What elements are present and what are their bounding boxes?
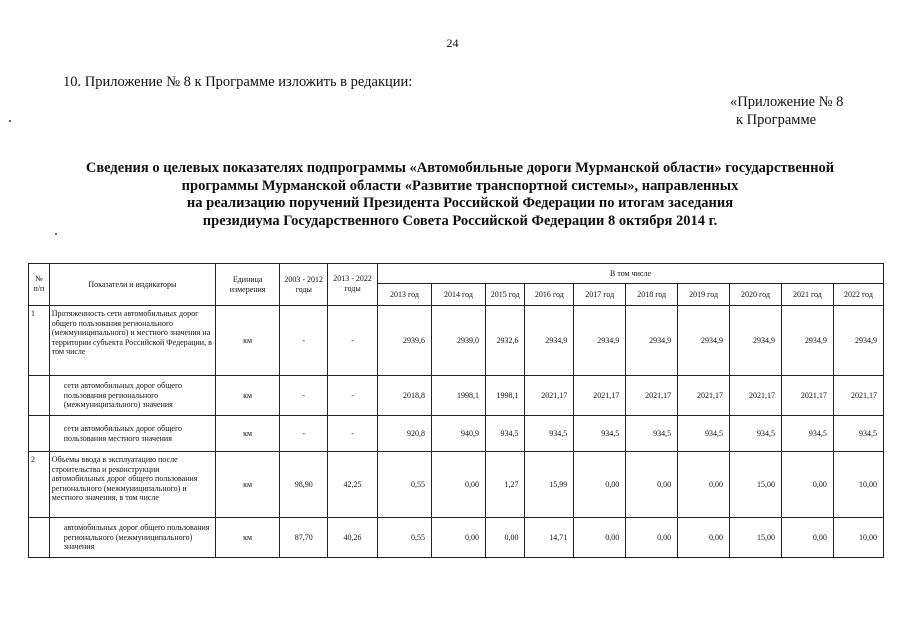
appendix-reference [700,93,850,129]
table-row [29,518,884,558]
heading-line: программы Мурманской области «Развитие транспортной системы», направленных [181,177,739,194]
header-name: Показатели и индикаторы [49,264,215,306]
header-period-2013-2022: 2013 - 2022 годы [328,264,378,306]
year-value: 0,00 [626,452,678,518]
appendix-line-2: к Программе [736,112,817,128]
year-value: 2939,6 [377,306,431,376]
year-value: 2934,9 [781,306,833,376]
year-value: 934,5 [833,416,883,452]
year-value: 934,5 [678,416,730,452]
year-value: 2021,17 [525,376,574,416]
header-year: 2014 год [431,284,485,306]
header-year: 2019 год [678,284,730,306]
row-number [29,416,50,452]
year-value: 1998,1 [485,376,524,416]
year-value: 2934,9 [678,306,730,376]
year-value: 0,55 [377,452,431,518]
period-2003-2012-value: - [280,306,328,376]
year-value: 0,00 [574,518,626,558]
period-2013-2022-value: 40,26 [328,518,378,558]
year-value: 10,00 [833,518,883,558]
year-value: 2932,6 [485,306,524,376]
year-value: 934,5 [574,416,626,452]
year-value: 1,27 [485,452,524,518]
year-value: 2021,17 [678,376,730,416]
table-row [29,452,884,518]
year-value: 2021,17 [574,376,626,416]
year-value: 2021,17 [833,376,883,416]
year-value: 0,00 [574,452,626,518]
header-year: 2015 год [485,284,524,306]
year-value: 0,00 [626,518,678,558]
year-value: 10,00 [833,452,883,518]
table-row [29,376,884,416]
header-year: 2020 год [730,284,782,306]
scan-speck [55,233,57,235]
header-unit: Единица измерения [215,264,279,306]
header-year: 2016 год [525,284,574,306]
period-2013-2022-value: 42,25 [328,452,378,518]
period-2003-2012-value: 98,90 [280,452,328,518]
indicator-name: автомобильных дорог общего пользования регионального (межмуниципального) значения [49,518,215,558]
year-value: 0,00 [485,518,524,558]
year-value: 0,55 [377,518,431,558]
header-year: 2017 год [574,284,626,306]
period-2003-2012-value: 87,70 [280,518,328,558]
indicator-name: сети автомобильных дорог общего пользования регионального (межмуниципального) значения [49,376,215,416]
header-year: 2021 год [781,284,833,306]
year-value: 940,9 [431,416,485,452]
unit-cell: км [215,518,279,558]
row-number [29,376,50,416]
year-value: 2939,0 [431,306,485,376]
year-value: 0,00 [431,452,485,518]
document-heading [40,160,880,230]
year-value: 0,00 [781,518,833,558]
page-number: 24 [446,36,459,50]
heading-line: Сведения о целевых показателях подпрограммы «Автомобильные дороги Мурманской области» государственной [85,160,835,176]
table-row [29,416,884,452]
year-value: 15,99 [525,452,574,518]
year-value: 920,8 [377,416,431,452]
header-group-including: В том числе [377,264,883,284]
year-value: 0,00 [678,518,730,558]
indicator-name: сети автомобильных дорог общего пользования местного значения [49,416,215,452]
year-value: 2934,9 [626,306,678,376]
period-2013-2022-value: - [328,416,378,452]
year-value: 0,00 [781,452,833,518]
table-row [29,306,884,376]
year-value: 934,5 [781,416,833,452]
year-value: 2021,17 [781,376,833,416]
unit-cell: км [215,416,279,452]
appendix-line-1: «Приложение № 8 [730,94,844,110]
year-value: 934,5 [626,416,678,452]
header-period-2003-2012: 2003 - 2012 годы [280,264,328,306]
indicator-name: Объемы ввода в эксплуатацию после строительства и реконструкции автомобильных дорог общего пользования регионального (межмуниципального) и местного значения, в том числе [49,452,215,518]
intro-paragraph: 10. Приложение № 8 к Программе изложить в редакции: [63,74,413,90]
year-value: 934,5 [525,416,574,452]
year-value: 2018,8 [377,376,431,416]
year-value: 14,71 [525,518,574,558]
period-2013-2022-value: - [328,306,378,376]
year-value: 2934,9 [574,306,626,376]
year-value: 2934,9 [833,306,883,376]
row-number: 1 [29,306,50,376]
year-value: 15,00 [730,452,782,518]
year-value: 2934,9 [730,306,782,376]
year-value: 1998,1 [431,376,485,416]
year-value: 934,5 [730,416,782,452]
header-year: 2018 год [626,284,678,306]
header-year: 2022 год [833,284,883,306]
unit-cell: км [215,306,279,376]
heading-line: на реализацию поручений Президента Российской Федерации по итогам заседания [186,195,734,211]
row-number: 2 [29,452,50,518]
unit-cell: км [215,452,279,518]
year-value: 2934,9 [525,306,574,376]
row-number [29,518,50,558]
year-value: 15,00 [730,518,782,558]
year-value: 2021,17 [730,376,782,416]
period-2013-2022-value: - [328,376,378,416]
year-value: 2021,17 [626,376,678,416]
period-2003-2012-value: - [280,376,328,416]
header-num: № п/п [29,264,50,306]
indicators-table [28,263,884,558]
year-value: 0,00 [678,452,730,518]
heading-line: президиума Государственного Совета Российской Федерации 8 октября 2014 г. [202,212,718,229]
header-year: 2013 год [377,284,431,306]
year-value: 934,5 [485,416,524,452]
indicator-name: Протяженность сети автомобильных дорог общего пользования регионального (межмуниципального) и местного значения на территории субъекта Российской Федерации, в том числе [49,306,215,376]
unit-cell: км [215,376,279,416]
year-value: 0,00 [431,518,485,558]
scan-speck [9,120,11,122]
period-2003-2012-value: - [280,416,328,452]
